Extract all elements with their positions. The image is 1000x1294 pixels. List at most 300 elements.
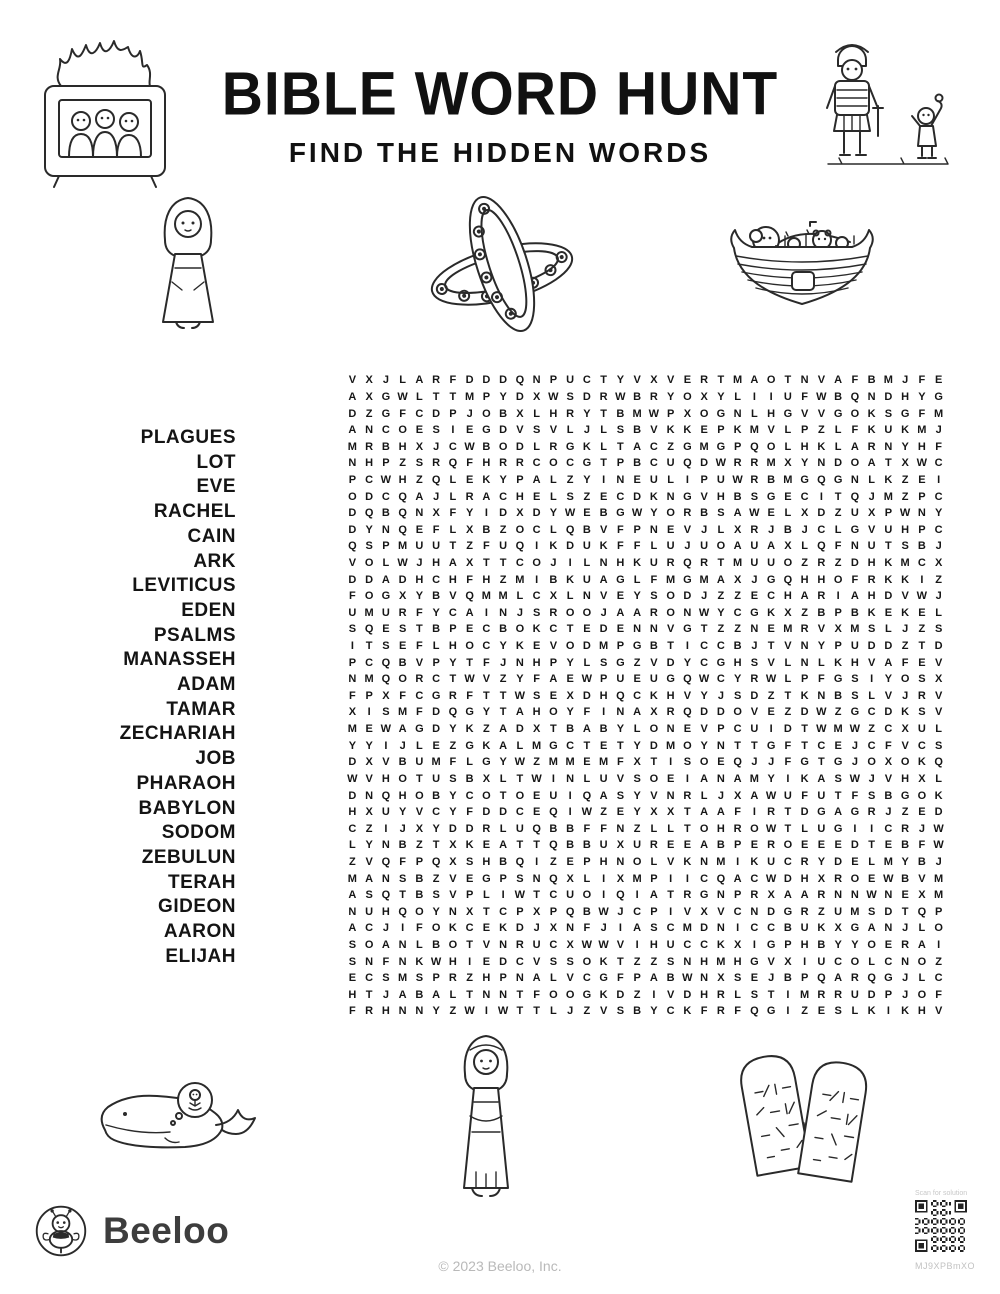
grid-letter: H — [381, 1005, 390, 1018]
grid-letter: O — [666, 590, 675, 603]
grid-letter: R — [649, 606, 658, 619]
grid-letter: D — [515, 440, 524, 453]
grid-letter: S — [549, 955, 558, 968]
grid-letter: Y — [733, 673, 742, 686]
grid-letter: L — [399, 374, 406, 387]
grid-letter: A — [700, 806, 709, 819]
grid-letter: S — [884, 407, 893, 420]
grid-letter: R — [716, 1005, 725, 1018]
grid-letter: D — [716, 706, 725, 719]
grid-letter: N — [348, 905, 357, 918]
grid-letter: V — [817, 623, 826, 636]
grid-letter: Z — [834, 706, 842, 719]
grid-letter: R — [750, 889, 759, 902]
grid-letter: N — [515, 972, 524, 985]
grid-letter: C — [532, 590, 541, 603]
grid-letter: P — [633, 972, 641, 985]
grid-letter: Z — [935, 573, 942, 586]
grid-letter: H — [666, 689, 675, 702]
grid-letter: C — [448, 606, 457, 619]
grid-letter: A — [398, 723, 407, 736]
grid-letter: X — [733, 573, 742, 586]
grid-letter: G — [465, 739, 474, 752]
grid-letter: A — [633, 922, 642, 935]
grid-letter: E — [750, 839, 759, 852]
grid-letter: F — [466, 457, 473, 470]
grid-letter: Z — [633, 656, 641, 669]
grid-letter: Z — [583, 1005, 591, 1018]
grid-letter: I — [685, 872, 689, 885]
grid-letter: E — [750, 972, 759, 985]
grid-letter: C — [700, 872, 709, 885]
grid-letter: F — [935, 440, 942, 453]
grid-letter: T — [499, 689, 507, 702]
grid-letter: Z — [416, 473, 423, 486]
grid-letter: B — [499, 623, 508, 636]
grid-letter: A — [783, 889, 792, 902]
grid-letter: B — [783, 523, 792, 536]
grid-letter: L — [818, 656, 825, 669]
grid-letter: D — [834, 457, 843, 470]
grid-letter: X — [834, 922, 842, 935]
grid-letter: N — [683, 955, 692, 968]
grid-letter: E — [465, 623, 474, 636]
grid-letter: O — [783, 557, 793, 569]
grid-letter: O — [683, 739, 692, 752]
grid-letter: F — [416, 922, 423, 935]
grid-letter: G — [800, 473, 809, 486]
grid-letter: P — [733, 839, 742, 852]
grid-letter: C — [515, 955, 524, 968]
grid-letter: J — [717, 789, 724, 802]
grid-letter: K — [817, 922, 826, 935]
grid-letter: N — [700, 972, 709, 985]
grid-letter: A — [884, 656, 893, 669]
grid-letter: I — [920, 573, 924, 586]
grid-letter: R — [800, 623, 809, 636]
grid-letter: Q — [398, 905, 407, 918]
grid-letter: P — [616, 640, 625, 653]
grid-letter: M — [347, 723, 357, 736]
grid-letter: O — [649, 723, 659, 736]
grid-letter: C — [867, 706, 876, 719]
grid-letter: X — [717, 972, 725, 985]
grid-letter: X — [432, 507, 440, 520]
grid-letter: S — [365, 889, 373, 902]
grid-letter: L — [650, 855, 658, 868]
grid-letter: Q — [398, 490, 407, 503]
grid-letter: A — [733, 772, 742, 785]
grid-letter: F — [617, 756, 624, 769]
grid-letter: I — [568, 806, 572, 819]
grid-letter: T — [885, 540, 892, 553]
grid-letter: P — [934, 905, 943, 918]
grid-letter: C — [649, 440, 658, 453]
grid-letter: B — [499, 407, 508, 420]
grid-letter: R — [666, 706, 675, 719]
qr-code-text: MJ9XPBmXO — [915, 1261, 976, 1271]
grid-letter: T — [449, 390, 457, 403]
grid-letter: L — [416, 390, 423, 403]
grid-letter: F — [851, 424, 859, 437]
word-list-item: CAIN — [187, 525, 236, 547]
grid-letter: V — [666, 374, 675, 387]
grid-letter: L — [834, 523, 842, 536]
grid-letter: R — [549, 440, 558, 453]
grid-letter: P — [465, 889, 474, 902]
grid-letter: E — [633, 473, 641, 486]
grid-letter: I — [886, 1005, 890, 1018]
grid-letter: P — [666, 407, 675, 420]
grid-letter: G — [850, 523, 860, 536]
grid-letter: K — [901, 706, 910, 719]
grid-letter: Q — [817, 972, 826, 985]
grid-letter: X — [449, 839, 457, 852]
grid-letter: O — [348, 490, 357, 503]
grid-letter: V — [566, 972, 574, 985]
grid-letter: Z — [466, 972, 473, 985]
grid-letter: S — [867, 905, 876, 918]
grid-letter: H — [381, 905, 390, 918]
word-list-item: TAMAR — [166, 698, 236, 720]
grid-letter: L — [935, 606, 942, 619]
grid-letter: K — [817, 440, 826, 453]
grid-letter: N — [649, 523, 658, 536]
grid-letter: R — [365, 1005, 374, 1018]
grid-letter: O — [565, 640, 575, 653]
grid-letter: N — [716, 922, 725, 935]
grid-letter: E — [633, 673, 641, 686]
grid-letter: Y — [666, 390, 675, 403]
grid-letter: P — [834, 640, 842, 653]
grid-letter: K — [901, 424, 910, 437]
grid-letter: H — [867, 590, 876, 603]
grid-letter: E — [834, 739, 842, 752]
grid-letter: S — [516, 872, 524, 885]
grid-letter: G — [833, 756, 843, 769]
grid-letter: F — [617, 972, 624, 985]
grid-letter: D — [582, 640, 591, 653]
grid-letter: P — [516, 905, 524, 918]
grid-letter: A — [767, 540, 776, 553]
grid-letter: W — [347, 772, 358, 785]
grid-letter: W — [933, 839, 944, 852]
grid-letter: P — [382, 540, 390, 553]
grid-letter: F — [700, 1005, 708, 1018]
grid-letter: U — [783, 390, 792, 403]
grid-letter: Y — [700, 689, 708, 702]
grid-letter: N — [398, 939, 407, 952]
grid-letter: A — [834, 972, 843, 985]
grid-letter: O — [850, 872, 860, 885]
grid-letter: H — [817, 573, 826, 586]
grid-letter: Q — [733, 756, 742, 769]
grid-letter: M — [850, 623, 860, 636]
grid-letter: D — [884, 905, 893, 918]
grid-letter: B — [398, 756, 407, 769]
grid-letter: H — [901, 772, 910, 785]
grid-letter: B — [415, 988, 424, 1001]
grid-letter: K — [867, 407, 876, 420]
grid-letter: H — [348, 988, 357, 1001]
grid-letter: E — [583, 623, 591, 636]
grid-letter: S — [867, 623, 876, 636]
grid-letter: M — [833, 723, 843, 736]
grid-letter: E — [432, 739, 440, 752]
grid-letter: E — [767, 623, 775, 636]
grid-letter: K — [867, 424, 876, 437]
grid-letter: W — [464, 673, 475, 686]
grid-letter: Z — [399, 457, 406, 470]
grid-letter: I — [769, 390, 773, 403]
grid-letter: I — [736, 855, 740, 868]
grid-letter: X — [784, 606, 792, 619]
grid-letter: P — [633, 523, 641, 536]
grid-letter: I — [669, 756, 673, 769]
grid-letter: R — [834, 988, 843, 1001]
beeloo-bee-logo-icon — [33, 1203, 89, 1259]
grid-letter: U — [566, 889, 575, 902]
grid-letter: E — [934, 374, 943, 387]
grid-letter: X — [465, 905, 474, 918]
grid-letter: Q — [817, 540, 826, 553]
grid-letter: Y — [398, 806, 407, 819]
grid-letter: H — [482, 573, 491, 586]
word-list-item: ARK — [193, 550, 236, 572]
grid-letter: C — [482, 623, 491, 636]
grid-letter: D — [783, 723, 792, 736]
grid-letter: X — [549, 590, 558, 603]
grid-letter: N — [398, 955, 407, 968]
grid-letter: M — [599, 756, 609, 769]
grid-letter: M — [632, 407, 642, 420]
grid-letter: B — [783, 972, 792, 985]
grid-letter: E — [583, 507, 591, 520]
grid-letter: G — [766, 1005, 776, 1018]
grid-letter: G — [699, 889, 709, 902]
grid-letter: Y — [365, 523, 373, 536]
grid-letter: A — [867, 457, 876, 470]
grid-letter: C — [549, 939, 558, 952]
grid-letter: F — [533, 673, 540, 686]
grid-letter: K — [750, 855, 759, 868]
grid-letter: Q — [750, 1005, 759, 1018]
grid-letter: T — [516, 1005, 524, 1018]
grid-letter: D — [365, 490, 374, 503]
grid-letter: W — [933, 822, 944, 835]
grid-letter: V — [934, 656, 943, 669]
word-list-item: EVE — [196, 476, 236, 498]
grid-letter: L — [566, 590, 574, 603]
grid-letter: F — [617, 540, 624, 553]
grid-letter: C — [532, 457, 541, 470]
grid-letter: D — [750, 689, 759, 702]
grid-letter: J — [717, 689, 724, 702]
grid-letter: S — [851, 689, 859, 702]
grid-letter: K — [415, 955, 424, 968]
grid-letter: J — [583, 424, 590, 437]
grid-letter: E — [918, 806, 926, 819]
grid-letter: Y — [482, 706, 491, 719]
grid-letter: E — [784, 490, 792, 503]
grid-letter: L — [349, 839, 356, 852]
grid-letter: H — [800, 872, 809, 885]
grid-letter: D — [599, 623, 608, 636]
grid-letter: F — [784, 756, 792, 769]
grid-letter: G — [783, 905, 793, 918]
grid-letter: O — [364, 939, 374, 952]
grid-letter: J — [851, 739, 858, 752]
grid-letter: Y — [901, 440, 909, 453]
grid-letter: N — [633, 623, 642, 636]
grid-letter: I — [602, 706, 606, 719]
grid-letter: B — [901, 872, 910, 885]
grid-letter: T — [516, 772, 524, 785]
grid-letter: U — [616, 673, 625, 686]
grid-letter: A — [733, 540, 742, 553]
grid-letter: C — [432, 573, 441, 586]
grid-letter: K — [800, 772, 809, 785]
grid-letter: I — [602, 473, 606, 486]
grid-letter: O — [850, 407, 860, 420]
grid-letter: E — [683, 374, 692, 387]
grid-letter: G — [934, 390, 943, 403]
grid-letter: K — [482, 739, 491, 752]
grid-letter: U — [599, 839, 608, 852]
grid-letter: S — [449, 772, 457, 785]
grid-letter: H — [448, 955, 457, 968]
grid-letter: I — [685, 640, 689, 653]
grid-letter: R — [432, 374, 441, 387]
grid-letter: R — [750, 473, 759, 486]
grid-letter: C — [750, 922, 759, 935]
grid-letter: N — [733, 407, 742, 420]
grid-letter: B — [901, 839, 910, 852]
grid-letter: L — [868, 689, 875, 702]
grid-letter: P — [918, 490, 926, 503]
grid-letter: F — [851, 789, 859, 802]
grid-letter: X — [549, 922, 558, 935]
grid-letter: Z — [901, 640, 909, 653]
grid-letter: N — [616, 822, 625, 835]
grid-letter: C — [499, 490, 508, 503]
grid-letter: J — [935, 424, 942, 437]
grid-letter: D — [365, 573, 374, 586]
grid-letter: R — [733, 822, 742, 835]
grid-letter: B — [398, 656, 407, 669]
grid-letter: T — [667, 640, 674, 653]
grid-letter: F — [617, 523, 624, 536]
grid-letter: L — [918, 922, 926, 935]
grid-letter: L — [667, 822, 674, 835]
grid-letter: J — [751, 640, 758, 653]
grid-letter: F — [483, 656, 490, 669]
grid-letter: O — [649, 772, 659, 785]
grid-letter: P — [800, 972, 809, 985]
qr-code — [915, 1200, 967, 1252]
grid-letter: G — [716, 656, 726, 669]
grid-letter: J — [399, 822, 406, 835]
grid-letter: H — [800, 939, 809, 952]
grid-letter: X — [700, 905, 708, 918]
grid-letter: Z — [416, 839, 423, 852]
grid-letter: D — [348, 523, 357, 536]
grid-letter: Q — [549, 806, 558, 819]
grid-letter: B — [432, 590, 441, 603]
grid-letter: I — [635, 889, 639, 902]
grid-letter: D — [348, 789, 357, 802]
grid-letter: P — [918, 523, 926, 536]
grid-letter: Y — [817, 640, 826, 653]
grid-letter: T — [818, 756, 825, 769]
grid-letter: R — [482, 822, 491, 835]
grid-letter: U — [365, 905, 374, 918]
grid-letter: K — [683, 855, 692, 868]
grid-letter: V — [934, 1005, 943, 1018]
grid-letter: Z — [901, 473, 909, 486]
grid-letter: X — [934, 557, 943, 569]
grid-letter: F — [633, 540, 641, 553]
grid-letter: D — [666, 656, 675, 669]
grid-letter: K — [465, 723, 474, 736]
grid-letter: K — [599, 955, 608, 968]
grid-letter: U — [783, 789, 792, 802]
grid-letter: C — [465, 922, 474, 935]
grid-letter: F — [600, 822, 607, 835]
grid-letter: A — [348, 922, 357, 935]
grid-letter: S — [348, 623, 357, 636]
grid-letter: I — [736, 922, 740, 935]
grid-letter: M — [733, 374, 743, 387]
grid-letter: L — [466, 756, 473, 769]
grid-letter: S — [901, 540, 909, 553]
grid-letter: J — [902, 972, 909, 985]
grid-letter: U — [750, 540, 759, 553]
grid-letter: H — [616, 557, 625, 569]
grid-letter: D — [482, 374, 491, 387]
grid-letter: R — [515, 457, 524, 470]
grid-letter: K — [901, 1005, 910, 1018]
grid-letter: H — [448, 573, 457, 586]
grid-letter: M — [800, 988, 810, 1001]
grid-letter: W — [816, 390, 827, 403]
grid-letter: D — [884, 640, 893, 653]
grid-letter: Y — [499, 640, 507, 653]
grid-letter: D — [700, 706, 709, 719]
grid-letter: V — [415, 656, 424, 669]
grid-letter: U — [716, 473, 725, 486]
grid-letter: Z — [801, 1005, 808, 1018]
grid-letter: M — [599, 640, 609, 653]
grid-letter: K — [884, 573, 893, 586]
grid-letter: T — [834, 789, 842, 802]
grid-letter: C — [917, 739, 926, 752]
grid-letter: L — [633, 573, 641, 586]
grid-letter: X — [934, 673, 943, 686]
grid-letter: V — [599, 590, 608, 603]
grid-letter: B — [817, 939, 826, 952]
grid-letter: P — [449, 623, 457, 636]
grid-letter: N — [850, 473, 859, 486]
grid-letter: K — [499, 922, 508, 935]
grid-letter: K — [649, 490, 658, 503]
grid-letter: S — [717, 507, 725, 520]
grid-letter: I — [484, 507, 488, 520]
grid-letter: E — [918, 656, 926, 669]
grid-letter: E — [566, 855, 574, 868]
grid-letter: T — [801, 739, 808, 752]
grid-letter: X — [901, 723, 909, 736]
